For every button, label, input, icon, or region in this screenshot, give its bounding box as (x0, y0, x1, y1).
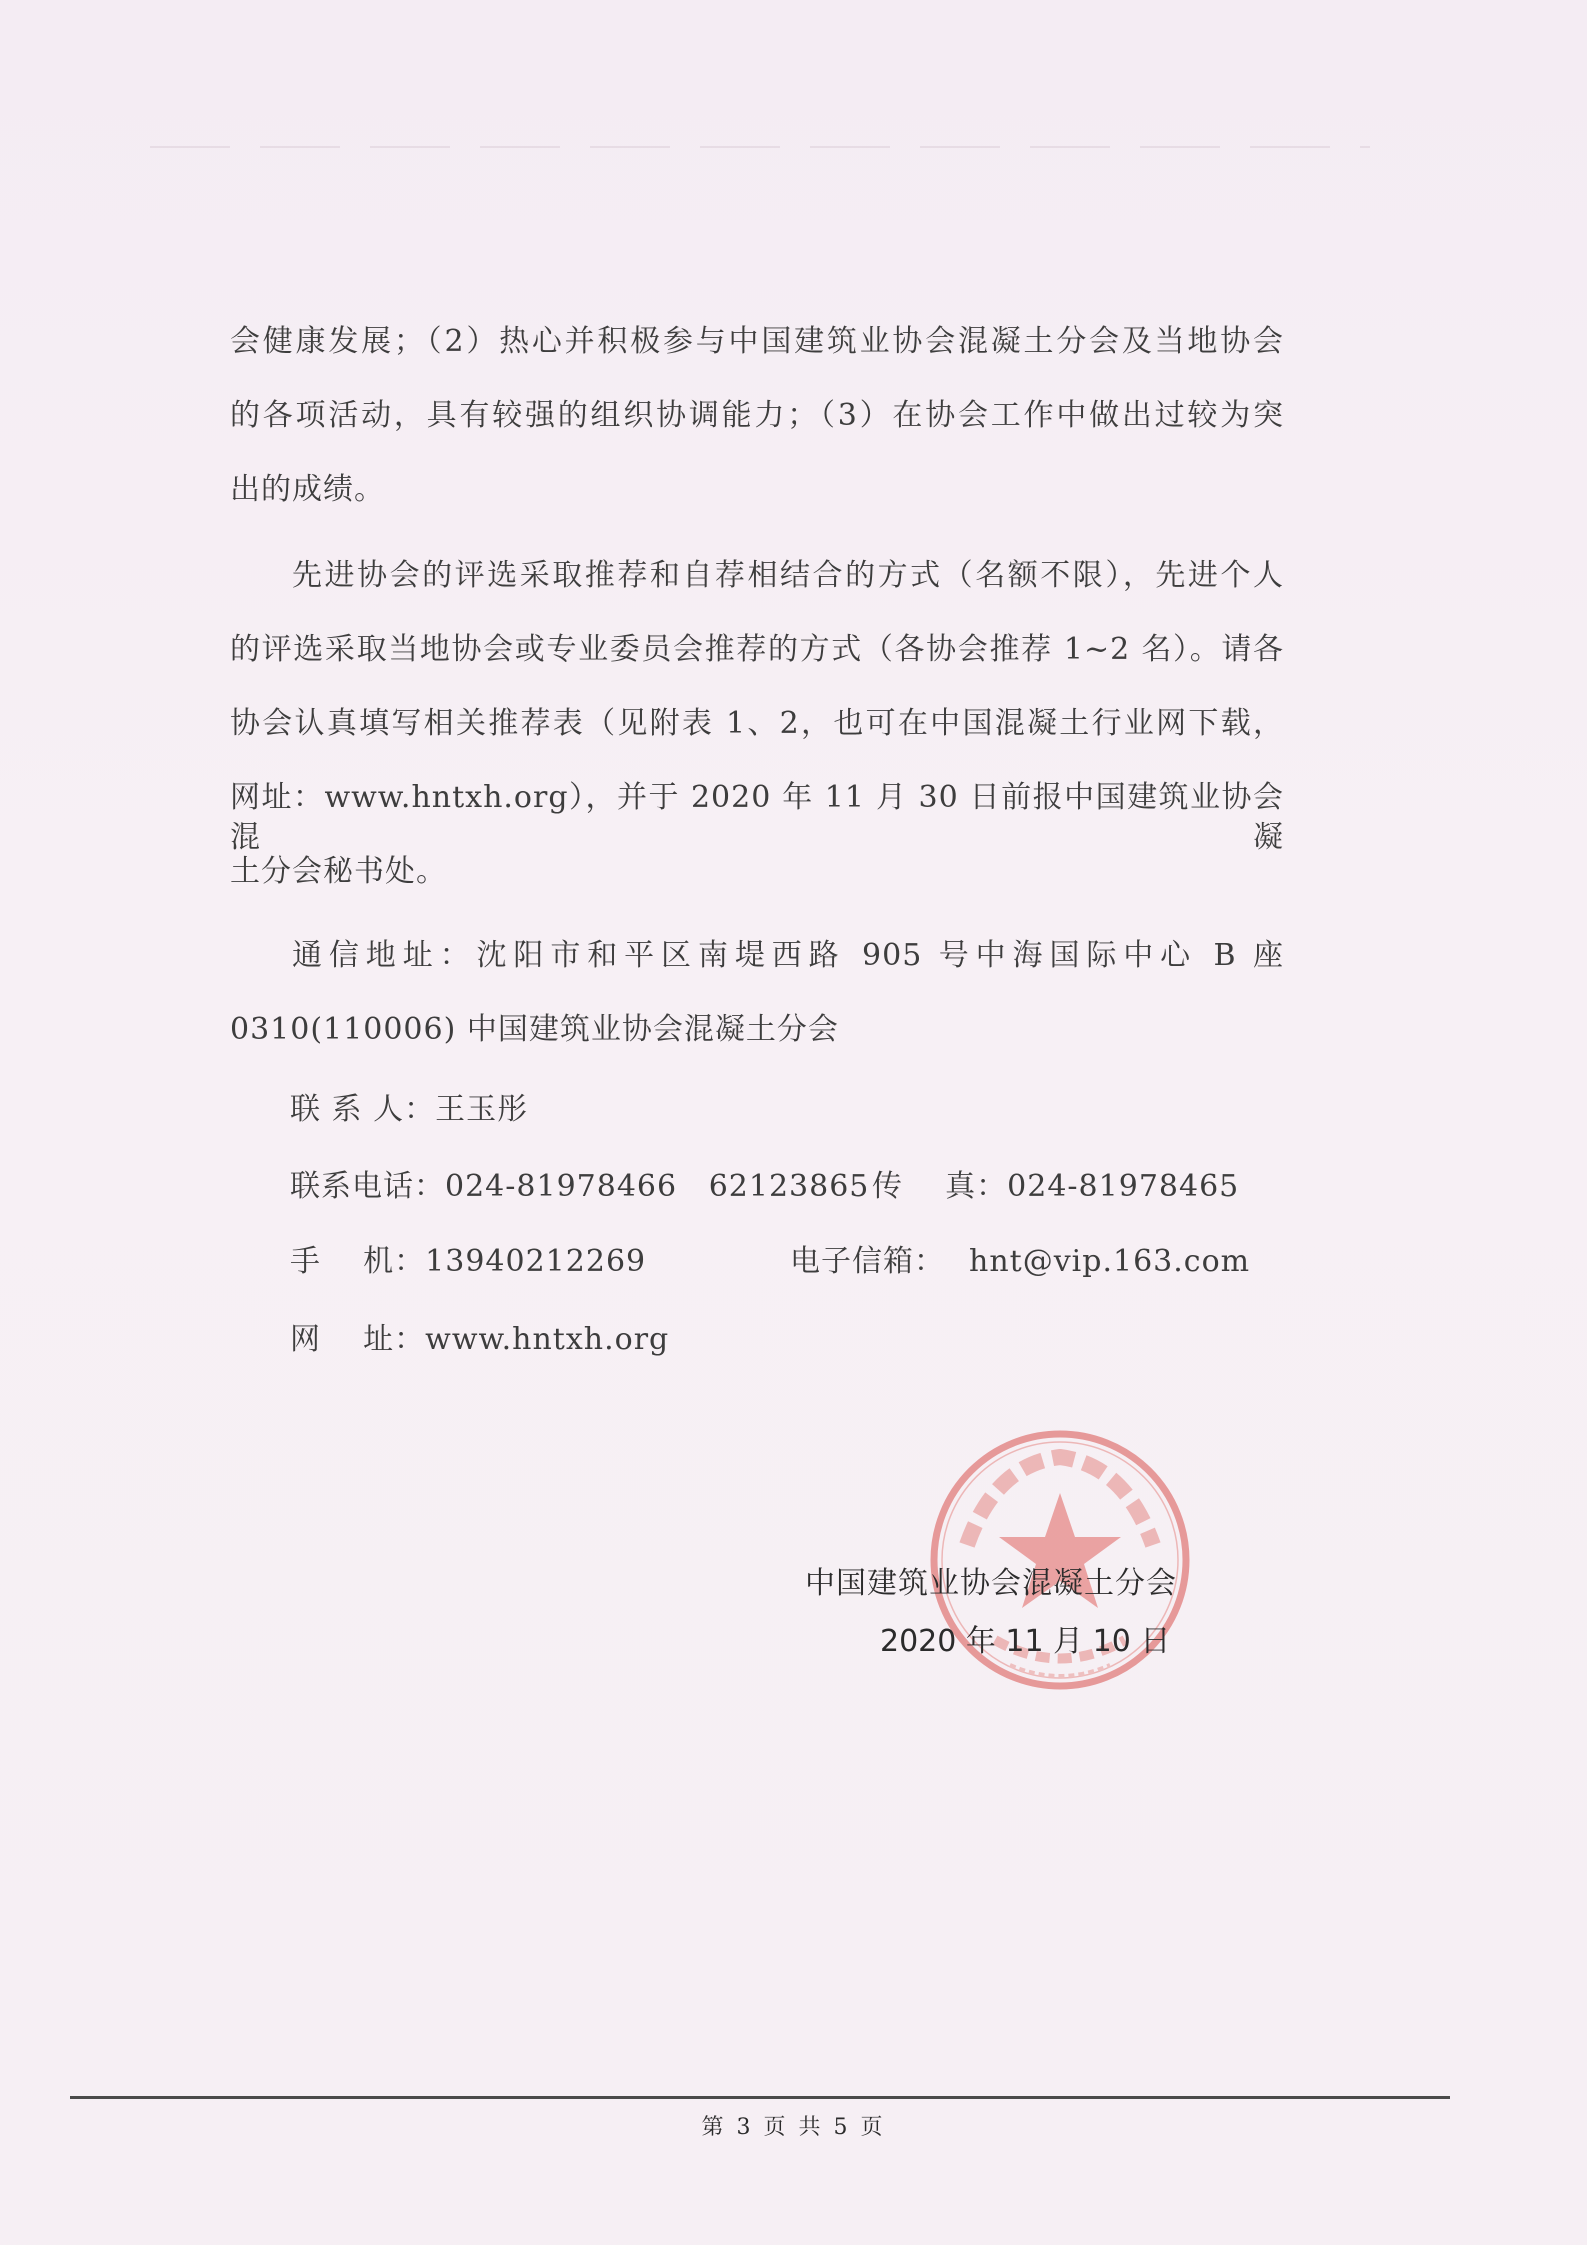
contact-mobile-label: 手 机： (290, 1244, 426, 1279)
text-line: 会健康发展；（2）热心并积极参与中国建筑业协会混凝土分会及当地协会 (230, 324, 1284, 359)
text-line: 先进协会的评选采取推荐和自荐相结合的方式（名额不限），先进个人 (292, 558, 1284, 593)
issue-date: 2020 年 11 月 10 日 (880, 1624, 1171, 1659)
contact-web-value[interactable]: www.hntxh.org (425, 1322, 670, 1357)
text-line: 通信地址：沈阳市和平区南堤西路 905 号中海国际中心 B 座 (292, 938, 1284, 973)
contact-fax-row (872, 1167, 1239, 1207)
contact-web-row (290, 1320, 669, 1360)
text-line: 0310(110006) 中国建筑业协会混凝土分会 (230, 1012, 839, 1047)
text-line: 协会认真填写相关推荐表（见附表 1、2，也可在中国混凝土行业网下载， (230, 706, 1284, 741)
contact-email-row (790, 1242, 1250, 1282)
text-line: 土分会秘书处。 (230, 854, 447, 889)
contact-person-label: 联 系 人： (290, 1092, 436, 1127)
text-line: 的评选采取当地协会或专业委员会推荐的方式（各协会推荐 1~2 名）。请各 (230, 632, 1284, 667)
contact-person-row (290, 1090, 528, 1130)
contact-email-value[interactable]: hnt@vip.163.com (969, 1244, 1251, 1279)
text-line: 出的成绩。 (230, 472, 385, 507)
text-line: 的各项活动，具有较强的组织协调能力；（3）在协会工作中做出过较为突 (230, 398, 1284, 433)
issuing-organization: 中国建筑业协会混凝土分会 (805, 1566, 1177, 1601)
contact-mobile-value: 13940212269 (425, 1244, 647, 1279)
faint-header-rule (150, 146, 1370, 148)
contact-phone-row (290, 1167, 869, 1207)
contact-mobile-row (290, 1242, 646, 1282)
contact-fax-value: 024-81978465 (1007, 1169, 1240, 1204)
contact-phone-value: 024-81978466 62123865 (445, 1169, 870, 1204)
contact-email-label: 电子信箱： (790, 1244, 945, 1279)
contact-person-value: 王玉彤 (435, 1092, 529, 1127)
contact-web-label: 网 址： (290, 1322, 426, 1357)
footer-rule (70, 2096, 1450, 2099)
contact-fax-label: 传 真： (872, 1169, 1008, 1204)
contact-phone-label: 联系电话： (290, 1169, 445, 1204)
text-line: 网址：www.hntxh.org），并于 2020 年 11 月 30 日前报中国建筑业协会混凝 (230, 780, 1284, 855)
page-number: 第 3 页 共 5 页 (701, 2115, 886, 2140)
